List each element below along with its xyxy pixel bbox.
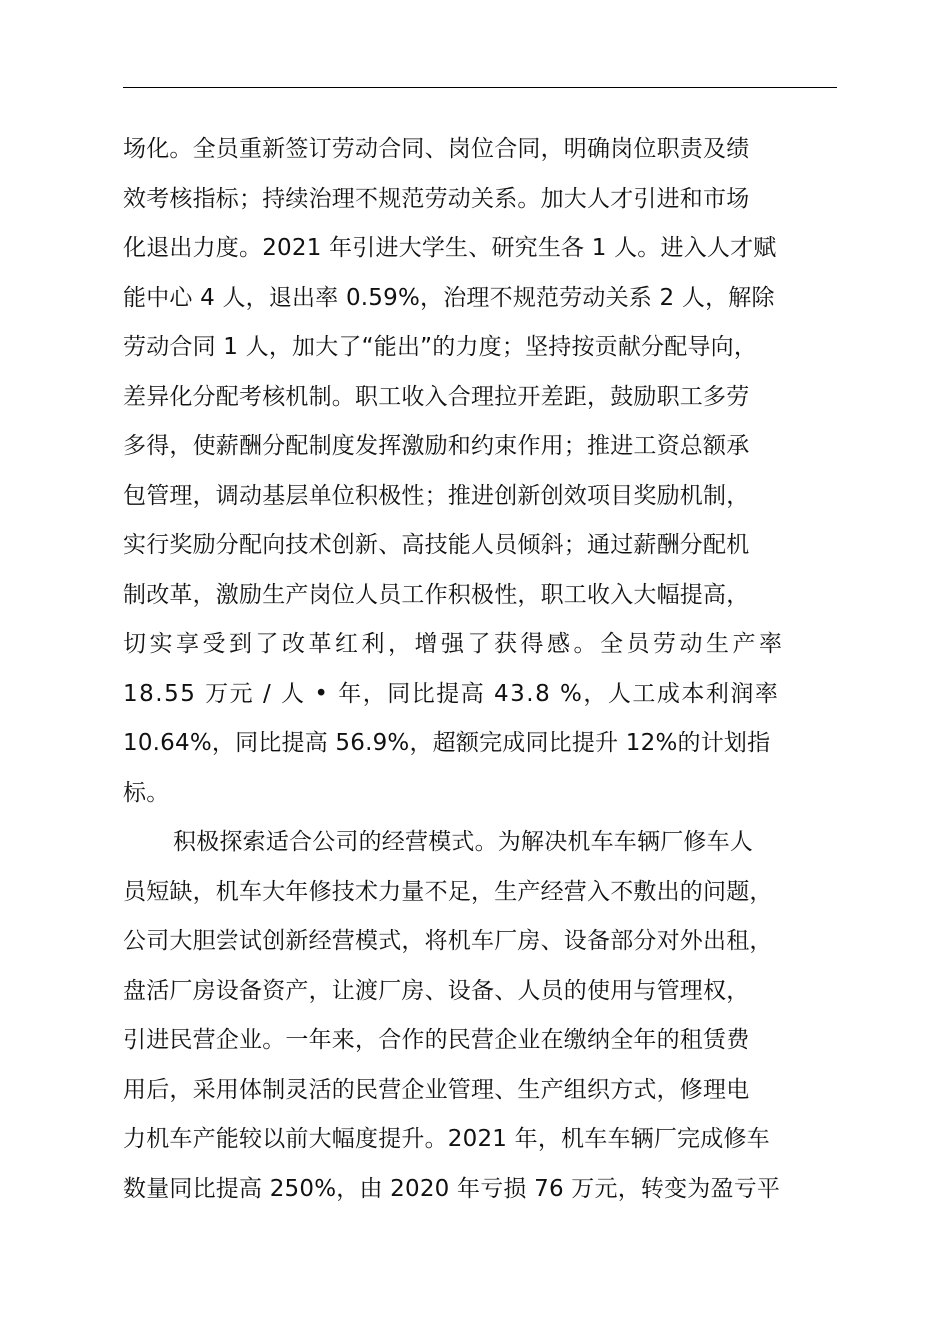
text-line: 制改革，激励生产岗位人员工作积极性，职工收入大幅提高，	[123, 581, 750, 608]
text-line: 公司大胆尝试创新经营模式，将机车厂房、设备部分对外出租，	[123, 928, 773, 954]
text-line: 盘活厂房设备资产，让渡厂房、设备、人员的使用与管理权，	[123, 977, 750, 1004]
document-body	[123, 125, 858, 1214]
text-line: 实行奖励分配向技术创新、高技能人员倾斜；通过薪酬分配机	[123, 532, 750, 558]
text-line: 效考核指标；持续治理不规范劳动关系。加大人才引进和市场	[123, 185, 750, 212]
text-line: 多得，使薪酬分配制度发挥激励和约束作用；推进工资总额承	[123, 433, 750, 459]
text-line: 引进民营企业。一年来，合作的民营企业在缴纳全年的租赁费	[123, 1027, 750, 1053]
text-line: 数量同比提高 250%，由 2020 年亏损 76 万元，转变为盈亏平	[123, 1175, 781, 1202]
text-line: 18.55 万元 / 人 • 年，同比提高 43.8 %，人工成本利润率	[123, 680, 780, 707]
paragraph-start-line: 积极探索适合公司的经营模式。为解决机车车辆厂修车人	[173, 829, 753, 855]
text-line: 标。	[123, 779, 170, 806]
text-line: 劳动合同 1 人，加大了“能出”的力度；坚持按贡献分配导向，	[123, 334, 758, 360]
text-line: 力机车产能较以前大幅度提升。2021 年，机车车辆厂完成修车	[123, 1126, 770, 1152]
text-line: 10.64%，同比提高 56.9%，超额完成同比提升 12%的计划指	[123, 730, 771, 756]
text-line: 包管理，调动基层单位积极性；推进创新创效项目奖励机制，	[123, 482, 750, 509]
text-line: 切实享受到了改革红利，增强了获得感。全员劳动生产率	[123, 631, 786, 657]
text-line: 能中心 4 人，退出率 0.59%，治理不规范劳动关系 2 人，解除	[123, 284, 775, 311]
text-line: 员短缺，机车大年修技术力量不足，生产经营入不敷出的问题，	[123, 878, 773, 905]
text-line: 差异化分配考核机制。职工收入合理拉开差距，鼓励职工多劳	[123, 383, 750, 410]
header-rule	[123, 87, 837, 88]
text-line: 化退出力度。2021 年引进大学生、研究生各 1 人。进入人才赋	[123, 235, 777, 261]
text-line: 用后，采用体制灵活的民营企业管理、生产组织方式，修理电	[123, 1076, 750, 1103]
text-line: 场化。全员重新签订劳动合同、岗位合同，明确岗位职责及绩	[123, 136, 750, 162]
